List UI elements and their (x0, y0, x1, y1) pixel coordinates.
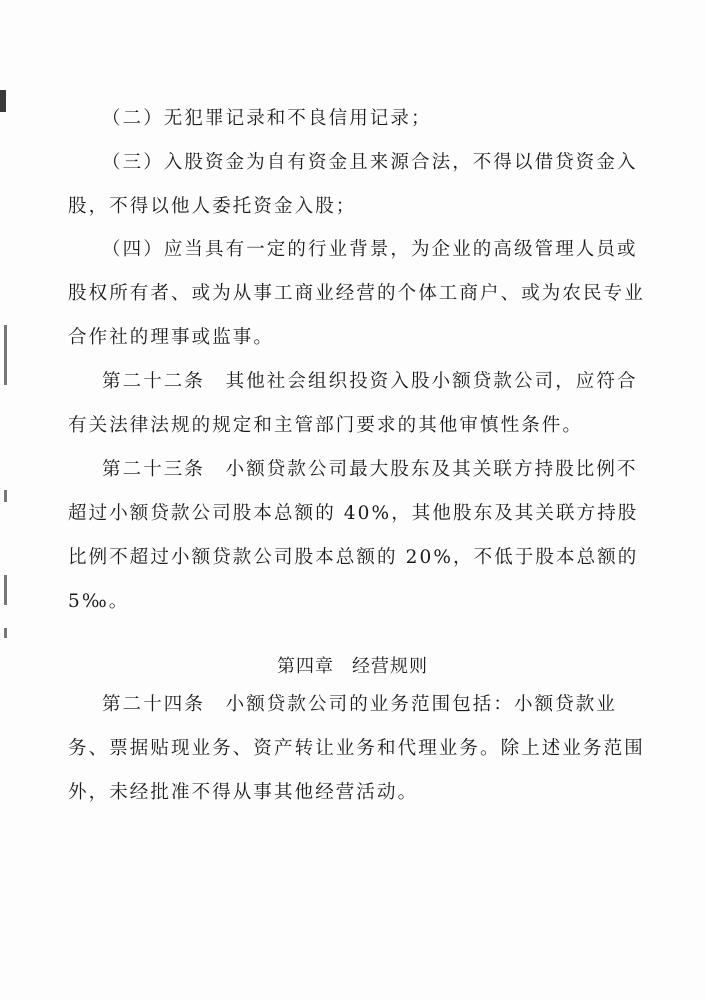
chapter-heading (0, 652, 705, 678)
scan-edge-mark (4, 575, 7, 605)
chapter-number: 第四章 (277, 656, 334, 677)
scan-edge-mark (4, 325, 7, 385)
text-line: 有关法律法规的规定和主管部门要求的其他审慎性条件。 (68, 415, 584, 436)
text-line: 超过小额贷款公司股本总额的 40%，其他股东及其关联方持股 (68, 503, 639, 524)
text-line: 第二十二条 其他社会组织投资入股小额贷款公司，应符合 (102, 371, 638, 392)
text-line: 第二十四条 小额贷款公司的业务范围包括：小额贷款业 (102, 694, 618, 715)
text-line: （四）应当具有一定的行业背景，为企业的高级管理人员或 (102, 239, 638, 260)
scan-edge-mark (4, 628, 7, 638)
text-line: 合作社的理事或监事。 (68, 327, 275, 348)
text-line: 第二十三条 小额贷款公司最大股东及其关联方持股比例不 (102, 459, 638, 480)
text-line: 务、票据贴现业务、资产转让业务和代理业务。除上述业务范围 (68, 738, 645, 759)
text-line: 股，不得以他人委托资金入股； (68, 196, 357, 217)
text-line: 5‰。 (68, 591, 130, 612)
scan-edge-mark (0, 90, 6, 112)
text-line: （三）入股资金为自有资金且来源合法，不得以借贷资金入 (102, 152, 638, 173)
chapter-title: 经营规则 (352, 656, 428, 677)
scan-edge-mark (4, 490, 7, 502)
text-line: 股权所有者、或为从事工商业经营的个体工商户、或为农民专业 (68, 283, 645, 304)
text-line: 外，未经批准不得从事其他经营活动。 (68, 782, 419, 803)
text-line: （二）无犯罪记录和不良信用记录； (102, 108, 432, 129)
text-line: 比例不超过小额贷款公司股本总额的 20%，不低于股本总额的 (68, 547, 639, 568)
